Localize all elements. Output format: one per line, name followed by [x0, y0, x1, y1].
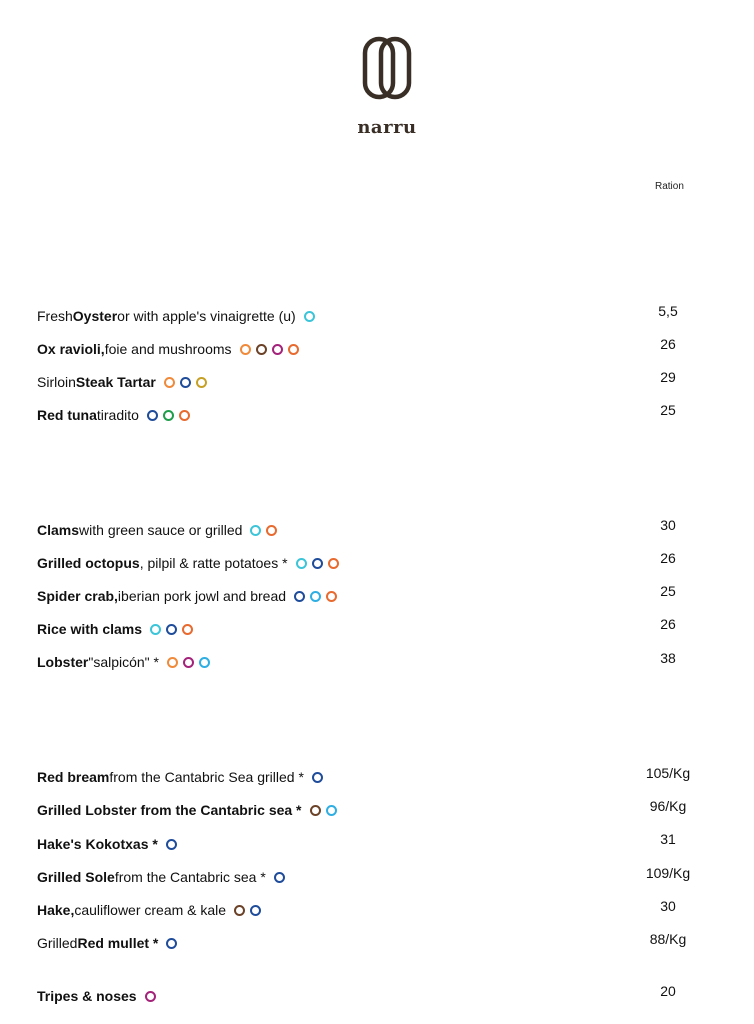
menu-item — [37, 308, 315, 324]
fish-icon — [166, 938, 177, 949]
sulphites-icon — [183, 657, 194, 668]
menu-item-description: with green sauce or grilled — [79, 522, 243, 538]
menu-item-description: , pilpil & ratte potatoes * — [139, 555, 288, 571]
menu-item-price: 26 — [660, 616, 676, 632]
menu-item-price: 96/Kg — [649, 798, 687, 814]
menu-item — [37, 869, 285, 885]
menu-item-price: 26 — [660, 336, 676, 352]
gluten-icon — [167, 657, 178, 668]
ration-column-header: Ration — [655, 181, 684, 192]
menu-item-price: 109/Kg — [645, 865, 691, 881]
gluten-icon — [240, 344, 251, 355]
menu-item — [37, 988, 156, 1004]
fish-icon — [294, 591, 305, 602]
celery-icon — [326, 591, 337, 602]
menu-item — [37, 654, 210, 670]
menu-item-price: 20 — [660, 983, 676, 999]
menu-item-price: 105/Kg — [645, 765, 691, 781]
menu-item-prefix: Sirloin — [37, 374, 76, 390]
allergen-icons — [147, 410, 190, 421]
narru-logo — [362, 36, 412, 100]
allergen-icons — [150, 624, 193, 635]
menu-item — [37, 802, 337, 818]
menu-item-description: iberian pork jowl and bread — [117, 588, 287, 604]
menu-item — [37, 522, 277, 538]
menu-item-price: 26 — [660, 550, 676, 566]
menu-item-description: foie and mushrooms — [104, 341, 232, 357]
menu-item-name: Grilled octopus — [37, 555, 140, 571]
menu-item — [37, 374, 207, 390]
menu-item-price: 29 — [660, 369, 676, 385]
menu-item-description: "salpicón" * — [88, 654, 159, 670]
allergen-icons — [166, 938, 177, 949]
menu-item-prefix: Grilled — [37, 935, 78, 951]
molluscs-icon — [150, 624, 161, 635]
menu-item-price: 25 — [660, 402, 676, 418]
fish-icon — [180, 377, 191, 388]
allergen-icons — [234, 905, 261, 916]
menu-item-description: from the Cantabric Sea grilled * — [109, 769, 304, 785]
menu-item — [37, 769, 323, 785]
allergen-icons — [274, 872, 285, 883]
menu-item-name: Clams — [37, 522, 80, 538]
menu-item-name: Steak Tartar — [75, 374, 156, 390]
molluscs-icon — [304, 311, 315, 322]
menu-item-name: Grilled Lobster from the Cantabric sea * — [37, 802, 302, 818]
allergen-icons — [164, 377, 207, 388]
menu-item-price: 5,5 — [658, 303, 678, 319]
gluten-icon — [164, 377, 175, 388]
menu-item-price: 30 — [660, 898, 676, 914]
nuts-icon — [234, 905, 245, 916]
soy-icon — [163, 410, 174, 421]
menu-item — [37, 588, 337, 604]
menu-item-name: Tripes & noses — [37, 988, 137, 1004]
fish-icon — [250, 905, 261, 916]
menu-item-price: 30 — [660, 517, 676, 533]
allergen-icons — [240, 344, 299, 355]
fish-icon — [166, 839, 177, 850]
brand-name: narru — [357, 117, 417, 138]
menu-item-name: Grilled Sole — [37, 869, 115, 885]
allergen-icons — [310, 805, 337, 816]
celery-icon — [328, 558, 339, 569]
allergen-icons — [312, 772, 323, 783]
allergen-icons — [145, 991, 156, 1002]
menu-item-price: 25 — [660, 583, 676, 599]
menu-item-description: from the Cantabric sea * — [114, 869, 266, 885]
menu-item — [37, 555, 339, 571]
nuts-icon — [256, 344, 267, 355]
molluscs-icon — [250, 525, 261, 536]
menu-item-name: Hake, — [37, 902, 75, 918]
menu-item-name: Oyster — [72, 308, 118, 324]
allergen-icons — [167, 657, 210, 668]
menu-item-name: Ox ravioli, — [37, 341, 105, 357]
celery-icon — [288, 344, 299, 355]
fish-icon — [312, 772, 323, 783]
celery-icon — [179, 410, 190, 421]
crustaceans-icon — [199, 657, 210, 668]
allergen-icons — [250, 525, 277, 536]
menu-item-name: Red mullet * — [77, 935, 159, 951]
allergen-icons — [294, 591, 337, 602]
crustaceans-icon — [310, 591, 321, 602]
mustard-icon — [196, 377, 207, 388]
menu-item — [37, 341, 299, 357]
crustaceans-icon — [326, 805, 337, 816]
menu-item-name: Rice with clams — [37, 621, 143, 637]
fish-icon — [166, 624, 177, 635]
fish-icon — [147, 410, 158, 421]
menu-item-name: Hake's Kokotxas * — [37, 836, 158, 852]
celery-icon — [182, 624, 193, 635]
menu-item-prefix: Fresh — [37, 308, 73, 324]
menu-item — [37, 902, 261, 918]
menu-item-price: 88/Kg — [649, 931, 687, 947]
menu-item-description: tiradito — [96, 407, 139, 423]
menu-item-name: Red tuna — [37, 407, 97, 423]
menu-item-price: 38 — [660, 650, 676, 666]
sulphites-icon — [272, 344, 283, 355]
allergen-icons — [304, 311, 315, 322]
sulphites-icon — [145, 991, 156, 1002]
menu-item — [37, 407, 190, 423]
menu-item-name: Red bream — [37, 769, 110, 785]
menu-item — [37, 621, 193, 637]
menu-item — [37, 836, 177, 852]
fish-icon — [312, 558, 323, 569]
menu-item-description: cauliflower cream & kale — [74, 902, 227, 918]
allergen-icons — [296, 558, 339, 569]
nuts-icon — [310, 805, 321, 816]
molluscs-icon — [296, 558, 307, 569]
menu-item-name: Spider crab, — [37, 588, 118, 604]
menu-item-name: Lobster — [37, 654, 89, 670]
menu-item-description: or with apple's vinaigrette (u) — [117, 308, 296, 324]
allergen-icons — [166, 839, 177, 850]
menu-item-price: 31 — [660, 831, 676, 847]
celery-icon — [266, 525, 277, 536]
menu-item — [37, 935, 177, 951]
fish-icon — [274, 872, 285, 883]
